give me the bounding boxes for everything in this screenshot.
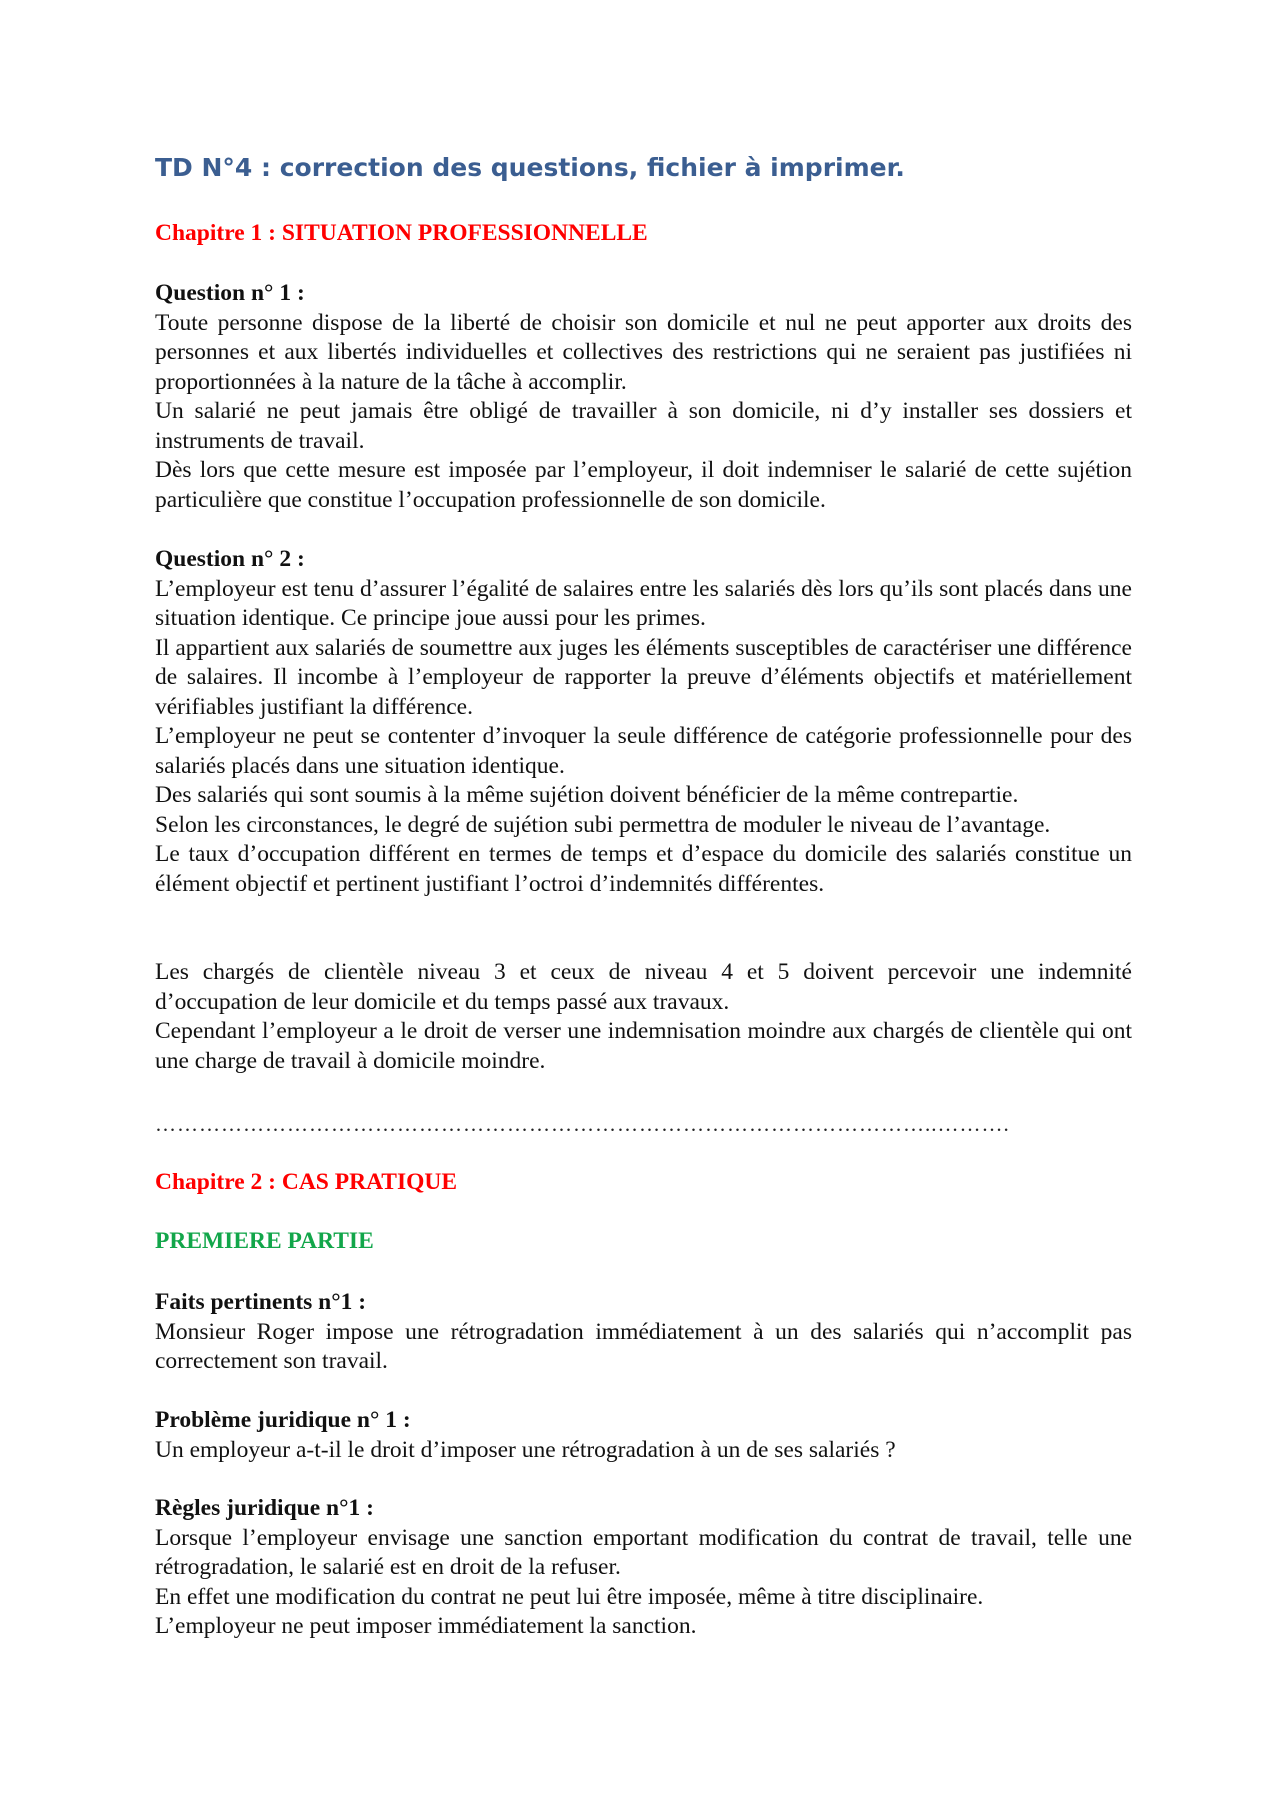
faits-section [155,1288,1132,1377]
paragraph: Toute personne dispose de la liberté de choisir son domicile et nul ne peut apporter aux droits des personnes et aux libertés individuelles et collectives des restrictions qui ne seraient pas justifiées ni proportionnées à la nature de la tâche à accomplir. [155,309,1132,395]
paragraph: Un salarié ne peut jamais être obligé de travailler à son domicile, ni d’y installer ses dossiers et instruments de travail. [155,398,1132,454]
regles-section [155,1494,1132,1642]
dotted-separator: ……………………………………………………………………………………………..………. [155,1112,1010,1136]
paragraph: Les chargés de clientèle niveau 3 et ceux de niveau 4 et 5 doivent percevoir une indemnité d’occupation de leur domicile et du temps passé aux travaux. [155,959,1132,1015]
faits-heading: Faits pertinents n°1 : [155,1289,367,1315]
paragraph: Monsieur Roger impose une rétrogradation immédiatement à un des salariés qui n’accomplit pas correctement son travail. [155,1318,1132,1374]
regles-heading: Règles juridique n°1 : [155,1495,374,1521]
paragraph: Selon les circonstances, le degré de sujétion subi permettra de moduler le niveau de l’avantage. [155,811,1051,838]
paragraph: Un employeur a-t-il le droit d’imposer une rétrogradation à un de ses salariés ? [155,1436,896,1463]
paragraph: L’employeur ne peut se contenter d’invoquer la seule différence de catégorie professionnelle pour des salariés placés dans une situation identique. [155,723,1132,779]
question-1-section [155,279,1132,515]
question-2-heading: Question n° 2 : [155,546,305,572]
question-2-section [155,545,1132,899]
question-1-heading: Question n° 1 : [155,280,305,306]
chapter-2-heading: Chapitre 2 : CAS PRATIQUE [155,1169,458,1195]
probleme-section [155,1406,1132,1465]
paragraph: En effet une modification du contrat ne peut lui être imposée, même à titre disciplinaire. [155,1583,984,1610]
probleme-heading: Problème juridique n° 1 : [155,1407,411,1433]
paragraph: Dès lors que cette mesure est imposée par l’employeur, il doit indemniser le salarié de cette sujétion particulière que constitue l’occupation professionnelle de son domicile. [155,457,1132,513]
paragraph: Des salariés qui sont soumis à la même sujétion doivent bénéficier de la même contrepartie. [155,782,1019,808]
paragraph: Lorsque l’employeur envisage une sanction emportant modification du contrat de travail, telle une rétrogradation, le salarié est en droit de la refuser. [155,1524,1132,1580]
paragraph: L’employeur est tenu d’assurer l’égalité de salaires entre les salariés dès lors qu’ils sont placés dans une situation identique. Ce principe joue aussi pour les primes. [155,575,1132,631]
paragraph: L’employeur ne peut imposer immédiatement la sanction. [155,1613,697,1639]
paragraph: Il appartient aux salariés de soumettre aux juges les éléments susceptibles de caractériser une différence de salaires. Il incombe à l’employeur de rapporter la preuve d’éléments objectifs et matériellement vérifiables justifiant la différence. [155,634,1132,720]
question-2-conclusion [155,958,1132,1076]
document-title: TD N°4 : correction des questions, fichier à imprimer. [155,153,905,182]
part-1-heading: PREMIERE PARTIE [155,1228,374,1254]
chapter-1-heading: Chapitre 1 : SITUATION PROFESSIONNELLE [155,220,648,246]
paragraph: Le taux d’occupation différent en termes de temps et d’espace du domicile des salariés constitue un élément objectif et pertinent justifiant l’octroi d’indemnités différentes. [155,841,1132,897]
paragraph: Cependant l’employeur a le droit de verser une indemnisation moindre aux chargés de clientèle qui ont une charge de travail à domicile moindre. [155,1018,1132,1074]
